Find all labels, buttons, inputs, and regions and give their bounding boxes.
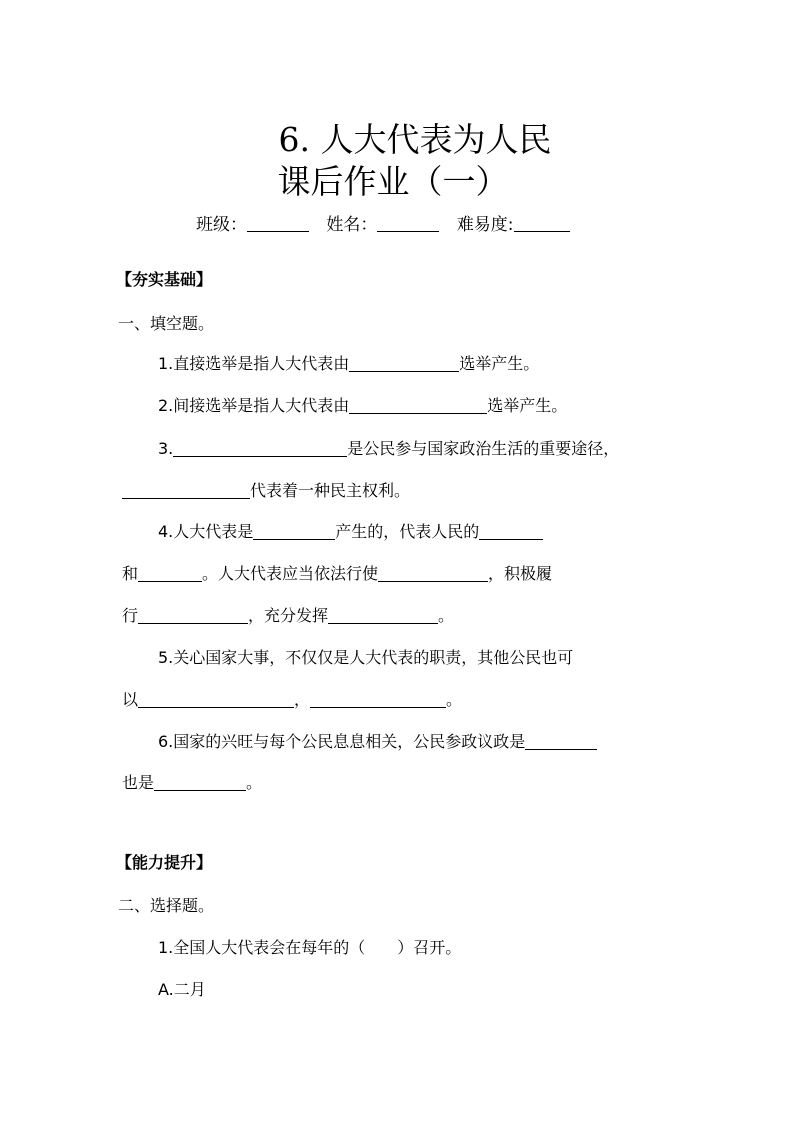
question-fill-2: 2.间接选举是指人大代表由 选举产生。: [158, 396, 568, 415]
answer-blank[interactable]: [154, 772, 246, 791]
page-title: 6. 人大代表为人民: [278, 120, 552, 159]
name-blank[interactable]: [377, 213, 439, 232]
choice-option-a[interactable]: A.二月: [158, 980, 206, 999]
answer-blank[interactable]: [138, 605, 248, 624]
question-fill-1: 1.直接选举是指人大代表由 选举产生。: [158, 354, 540, 373]
answer-blank[interactable]: [525, 731, 597, 750]
name-label: 姓名：: [326, 215, 378, 235]
section-heading-choice: 二、选择题。: [118, 896, 215, 915]
answer-blank[interactable]: [349, 353, 459, 372]
answer-blank[interactable]: [328, 605, 438, 624]
answer-blank[interactable]: [138, 689, 294, 708]
question-fill-4-cont: 和 。人大代表应当依法行使 ，积极履: [122, 564, 553, 583]
answer-blank[interactable]: [479, 521, 543, 540]
answer-blank[interactable]: [122, 480, 250, 499]
answer-blank[interactable]: [253, 521, 335, 540]
question-fill-5-cont: 以 ， 。: [122, 690, 463, 709]
question-fill-3-cont: 代表着一种民主权利。: [122, 478, 410, 504]
answer-blank[interactable]: [138, 563, 202, 582]
class-label: 班级：: [196, 215, 247, 235]
question-choice-1: 1.全国人大代表会在每年的（ ）召开。: [158, 938, 462, 957]
difficulty-blank[interactable]: [514, 213, 570, 232]
question-fill-6: 6.国家的兴旺与每个公民息息相关，公民参政议政是: [158, 729, 597, 755]
difficulty-label: 难易度:: [456, 215, 514, 235]
question-fill-3: 3. 是公民参与国家政治生活的重要途径，: [158, 439, 620, 458]
student-info-row: [196, 212, 570, 238]
question-fill-4-cont2: 行 ，充分发挥 。: [122, 606, 455, 625]
answer-blank[interactable]: [378, 563, 488, 582]
question-fill-5: 5.关心国家大事，不仅仅是人大代表的职责，其他公民也可: [158, 648, 574, 667]
answer-blank[interactable]: [173, 438, 347, 457]
class-blank[interactable]: [247, 213, 309, 232]
section-label-advanced: 【能力提升】: [116, 853, 213, 872]
section-heading-fill: 一、填空题。: [118, 314, 215, 333]
question-fill-4: 4.人大代表是 产生的，代表人民的: [158, 519, 543, 545]
page-subtitle: 课后作业（一）: [277, 162, 509, 201]
section-label-basic: 【夯实基础】: [116, 270, 213, 289]
question-fill-6-cont: 也是 。: [122, 773, 263, 792]
answer-blank[interactable]: [310, 689, 446, 708]
answer-blank[interactable]: [349, 395, 487, 414]
